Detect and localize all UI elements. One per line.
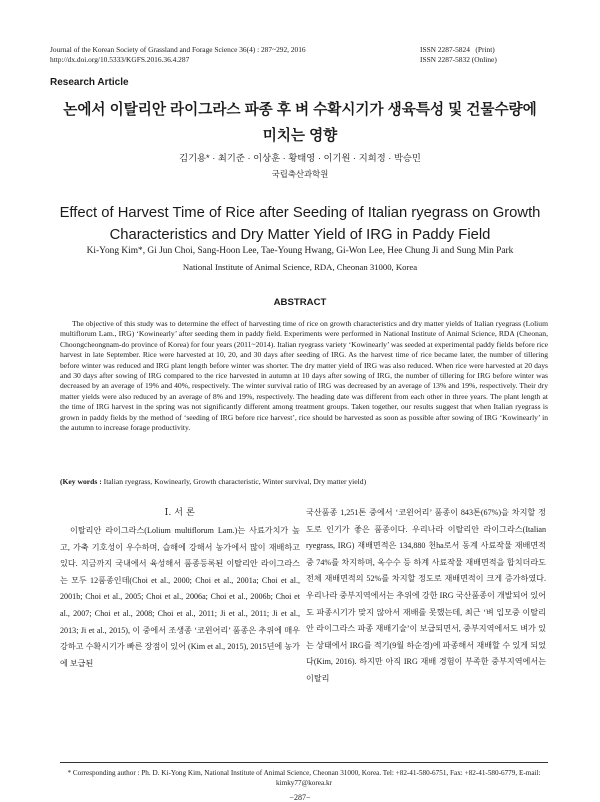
section-heading-introduction: Ⅰ. 서 론	[164, 507, 196, 517]
issn-online: ISSN 2287-5832 (Online)	[420, 55, 497, 64]
keywords-label: (Key words :	[60, 477, 102, 486]
journal-citation: Journal of the Korean Society of Grassland and Forage Science 36(4) : 287~292, 2016	[50, 45, 306, 54]
keywords	[60, 477, 548, 487]
english-authors: Ki-Yong Kim*, Gi Jun Choi, Sang-Hoon Lee, Tae-Young Hwang, Gi-Won Lee, Hee Chung Ji and Sung Min Park	[86, 246, 514, 256]
article-type: Research Article	[50, 77, 129, 88]
abstract-text: The objective of this study was to determine the effect of harvesting time of rice on growth characteristics and dry matter yields of Italian ryegrass (Lolium multiflorum Lam., IRG) ‘Kowinearly’ after seeding them in paddy field. Experiments were performed in National Institute of Animal Science, RDA (Cheonan, Choongcheongnam-do province of Korea) for four years (2011~2014). Italian ryegrass variety ‘Kowinearly’ was seeded at experimental paddy fields before rice harvest in late September. Rice were harvested at 10, 20, and 30 days after seeding of IRG. As the harvest time of rice became later, the number of tillering before winter was reduced and IRG plant length before winter was shorter. The dry matter yield of IRG was also reduced. When rice were harvested at 20 days and 30 days after sowing of IRG compared to the rice harvested in autumn at 10 days after sowing of IRG, the number of tillering for IRG before winter was decreased by an average of 19% and 40%, respectively. The winter survival ratio of IRG was decreased by an average of 13% and 19%, respectively. Their dry matter yields were also reduced by an average of 8% and 19%, respectively. The heading date was different from each other in three years. The plant length at the time of IRG harvest in the spring was not significantly different among treatment groups. Taken together, our results suggest that when Italian ryegrass is grown in paddy fields by the method of ‘seeding of IRG before rice harvest’, rice should be harvested as soon as possible after sowing of IRG ‘Kowinearly’ in the autumn to increase forage productivity.	[60, 319, 548, 433]
doi-link[interactable]: http://dx.doi.org/10.5333/KGFS.2016.36.4.287	[50, 55, 190, 64]
english-affiliation: National Institute of Animal Science, RDA, Cheonan 31000, Korea	[182, 262, 418, 272]
page-number: −287−	[289, 793, 311, 802]
body-right-column: 국산품종 1,251톤 중에서 ‘코윈어리’ 품종이 843톤(67%)을 차지할 정도로 인기가 좋은 품종이다. 우리나라 이탈리안 라이그라스(Italian ryegrass, IRG) 재배면적은 134,880 천ha로서 동계 사료작물 재배면적 중 74%를 차지하며, 옥수수 등 하계 사료작물 재배면적을 합치더라도 전체 재배면적의 52%를 차지할 정도로 재배면적이 크게 증가하였다. 우리나라 중부지역에서는 추위에 강한 IRG 국산품종이 개발되어 있어도 파종시기가 맞지 않아서 재배를 못했는데, 최근 ‘벼 입모중 이탈리안 라이그라스 파종 재배기술’이 보급되면서, 중부지역에서도 벼가 있는 상태에서 IRG를 적기(9월 하순경)에 파종해서 재배할 수 있게 되었다(Kim, 2016). 하지만 아직 IRG 재배 경험이 부족한 중부지역에서는 이탈리	[306, 508, 546, 683]
journal-header	[50, 45, 306, 65]
corresponding-author-footnote: * Corresponding author : Ph. D. Ki-Yong Kim, National Institute of Animal Science, Cheonan 31000, Korea. Tel: +82-41-580-6751, Fax: +82-41-580-6779, E-mail: kimky77@korea.kr	[67, 769, 541, 787]
footnote-divider	[60, 762, 548, 763]
keywords-text: Italian ryegrass, Kowinearly, Growth characteristic, Winter survival, Dry matter yield)	[103, 477, 367, 486]
english-title-line1: Effect of Harvest Time of Rice after Seeding of Italian ryegrass on Growth	[59, 205, 541, 221]
english-title-line2: Characteristics and Dry Matter Yield of IRG in Paddy Field	[109, 227, 491, 243]
korean-affiliation: 국립축산과학원	[271, 169, 329, 179]
body-left-column: 이탈리안 라이그라스(Lolium multiflorum Lam.)는 사료가치가 높고, 가축 기호성이 우수하며, 습해에 강해서 농가에서 많이 재배하고 있다. 지금까지 국내에서 육성해서 품종등록된 이탈리안 라이그라스는 모두 12품종인데(Choi et al., 2000; Choi et al., 2001a; Choi et al., 2001b; Choi et al., 2005; Choi et al., 2006a; Choi et al., 2006b; Choi et al., 2007; Choi et al., 2008; Choi et al., 2011; Ji et al., 2011; Ji et al., 2013; Ji et al., 2015), 이 중에서 조생종 ‘코윈어리’ 품종은 추위에 매우 강하고 수확시기가 빠른 장점이 있어 (Kim et al., 2015), 2015년에 농가에 보급된	[60, 526, 300, 668]
issn-print: ISSN 2287-5824 (Print)	[420, 45, 495, 54]
korean-title-line2: 미치는 영향	[262, 128, 338, 144]
abstract-heading: ABSTRACT	[273, 297, 327, 308]
korean-title-line1: 논에서 이탈리안 라이그라스 파종 후 벼 수확시기가 생육특성 및 건물수량에	[63, 102, 537, 118]
issn-block	[420, 45, 497, 65]
korean-authors: 김기용* · 최기준 · 이상훈 · 황태영 · 이기원 · 지희정 · 박승민	[179, 153, 421, 163]
